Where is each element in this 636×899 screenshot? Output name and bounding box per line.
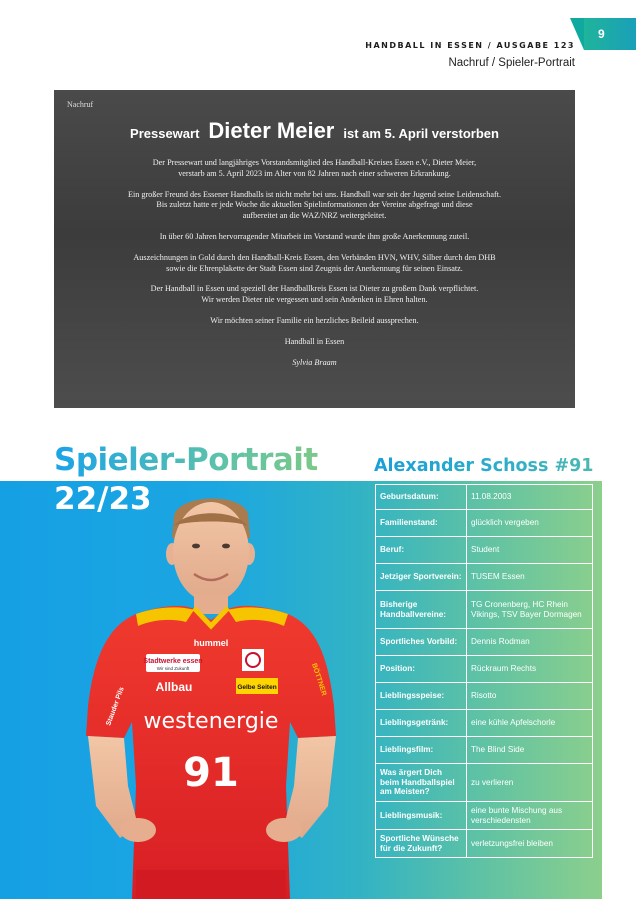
profile-value: Dennis Rodman	[467, 629, 593, 656]
profile-row	[376, 510, 593, 537]
jersey-number: 91	[183, 750, 239, 796]
jersey-sponsor-stadtwerke: Stadtwerke essen	[143, 658, 203, 665]
profile-label: Position:	[376, 656, 467, 683]
jersey-sponsor-main: westenergie	[143, 709, 279, 734]
obituary-paragraph: Wir möchten seiner Familie ein herzliches Beileid aussprechen.	[210, 315, 419, 325]
profile-value: Student	[467, 537, 593, 564]
profile-value: TG Cronenberg, HC Rhein Vikings, TSV Bayer Dormagen	[467, 591, 593, 629]
profile-value: verletzungsfrei bleiben	[467, 830, 593, 858]
profile-label: Lieblingsspeise:	[376, 683, 467, 710]
profile-value: Risotto	[467, 683, 593, 710]
profile-row	[376, 485, 593, 510]
profile-label: Sportliches Vorbild:	[376, 629, 467, 656]
jersey-sponsor-gelbe: Gelbe Seiten	[237, 684, 277, 691]
profile-label: Lieblingsfilm:	[376, 737, 467, 764]
profile-label: Lieblingsgetränk:	[376, 710, 467, 737]
obituary-paragraph: Der Handball in Essen und speziell der Handballkreis Essen ist Dieter zu großem Dank verpflichtet. Wir werden Dieter nie vergessen und sein Andenken in Ehren halten.	[150, 284, 479, 305]
obituary-label: Nachruf	[67, 100, 94, 109]
profile-value: glücklich vergeben	[467, 510, 593, 537]
obituary-paragraph: In über 60 Jahren hervorragender Mitarbeit im Vorstand wurde ihm große Anerkennung zuteil.	[159, 231, 470, 241]
player-name: Alexander Schoss #91	[374, 456, 594, 476]
profile-label: Was ärgert Dich beim Handballspiel am Meisten?	[376, 764, 467, 802]
section-title: Nachruf / Spieler-Portrait	[448, 57, 575, 69]
portrait-title: Spieler-Portrait	[54, 442, 318, 478]
profile-label: Sportliche Wünsche für die Zukunft?	[376, 830, 467, 858]
profile-label: Familienstand:	[376, 510, 467, 537]
profile-row	[376, 656, 593, 683]
profile-value: 11.08.2003	[467, 485, 593, 510]
obituary-paragraph: Der Pressewart und langjähriges Vorstandsmitglied des Handball-Kreises Essen e.V., Dieter Meier, verstarb am 5. April 2023 im Alter von 82 Jahren nach einer schweren Erkrankung.	[152, 158, 477, 178]
profile-row	[376, 591, 593, 629]
obituary-body	[84, 158, 545, 378]
player-photo	[66, 486, 356, 899]
profile-row	[376, 564, 593, 591]
obituary-box	[54, 90, 575, 408]
profile-row	[376, 710, 593, 737]
publication-title: HANDBALL IN ESSEN / AUSGABE 123	[365, 41, 575, 50]
profile-value: eine kühle Apfelschorle	[467, 710, 593, 737]
jersey-sponsor-sleeve-left: Stauder Pils	[105, 686, 126, 727]
page-number-badge	[570, 18, 636, 50]
obituary-paragraph: Auszeichnungen in Gold durch den Handball-Kreis Essen, den Verbänden HVN, WHV, Silber durch den DHB sowie die Ehrenplakette der Stadt Essen sind Zeugnis der Anerkennung für seinen Einsatz.	[133, 252, 496, 273]
profile-label: Geburtsdatum:	[376, 485, 467, 510]
profile-value: eine bunte Mischung aus verschiedensten	[467, 802, 593, 830]
profile-label: Lieblingsmusik:	[376, 802, 467, 830]
obituary-paragraph: Ein großer Freund des Essener Handballs ist nicht mehr bei uns. Handball war seit der Jugend seine Leidenschaft. Bis zuletzt hatte er jede Woche die aktuellen Spielinformationen der Vereine abgefragt und diese aufbereitet an die WAZ/NRZ weitergeleitet.	[127, 189, 502, 221]
profile-row	[376, 737, 593, 764]
profile-row	[376, 830, 593, 858]
page-number: 9	[598, 27, 605, 41]
profile-row	[376, 629, 593, 656]
profile-label: Bisherige Handballvereine:	[376, 591, 467, 629]
obituary-signature: Sylvia Braam	[292, 357, 337, 367]
jersey-brand: hummel	[193, 638, 229, 648]
obituary-title-name: Dieter Meier	[208, 118, 335, 143]
obituary-title-suffix: ist am 5. April verstorben	[343, 126, 499, 141]
profile-row	[376, 764, 593, 802]
jersey-sponsor-stadtwerke-tag: Wir sind Zukunft	[156, 666, 190, 671]
profile-value: The Blind Side	[467, 737, 593, 764]
portrait-season: 22/23	[54, 481, 152, 517]
profile-row	[376, 683, 593, 710]
obituary-paragraph: Handball in Essen	[284, 336, 345, 346]
obituary-title-prefix: Pressewart	[130, 126, 200, 141]
profile-value: zu verlieren	[467, 764, 593, 802]
jersey-sponsor-allbau: Allbau	[155, 680, 193, 694]
profile-value: TUSEM Essen	[467, 564, 593, 591]
profile-value: Rückraum Rechts	[467, 656, 593, 683]
obituary-title	[54, 118, 575, 144]
profile-row	[376, 537, 593, 564]
player-profile-table	[375, 484, 593, 858]
profile-label: Jetziger Sportverein:	[376, 564, 467, 591]
profile-row	[376, 802, 593, 830]
jersey-sponsor-sleeve-right: BÖTTNER	[310, 662, 328, 697]
profile-label: Beruf:	[376, 537, 467, 564]
